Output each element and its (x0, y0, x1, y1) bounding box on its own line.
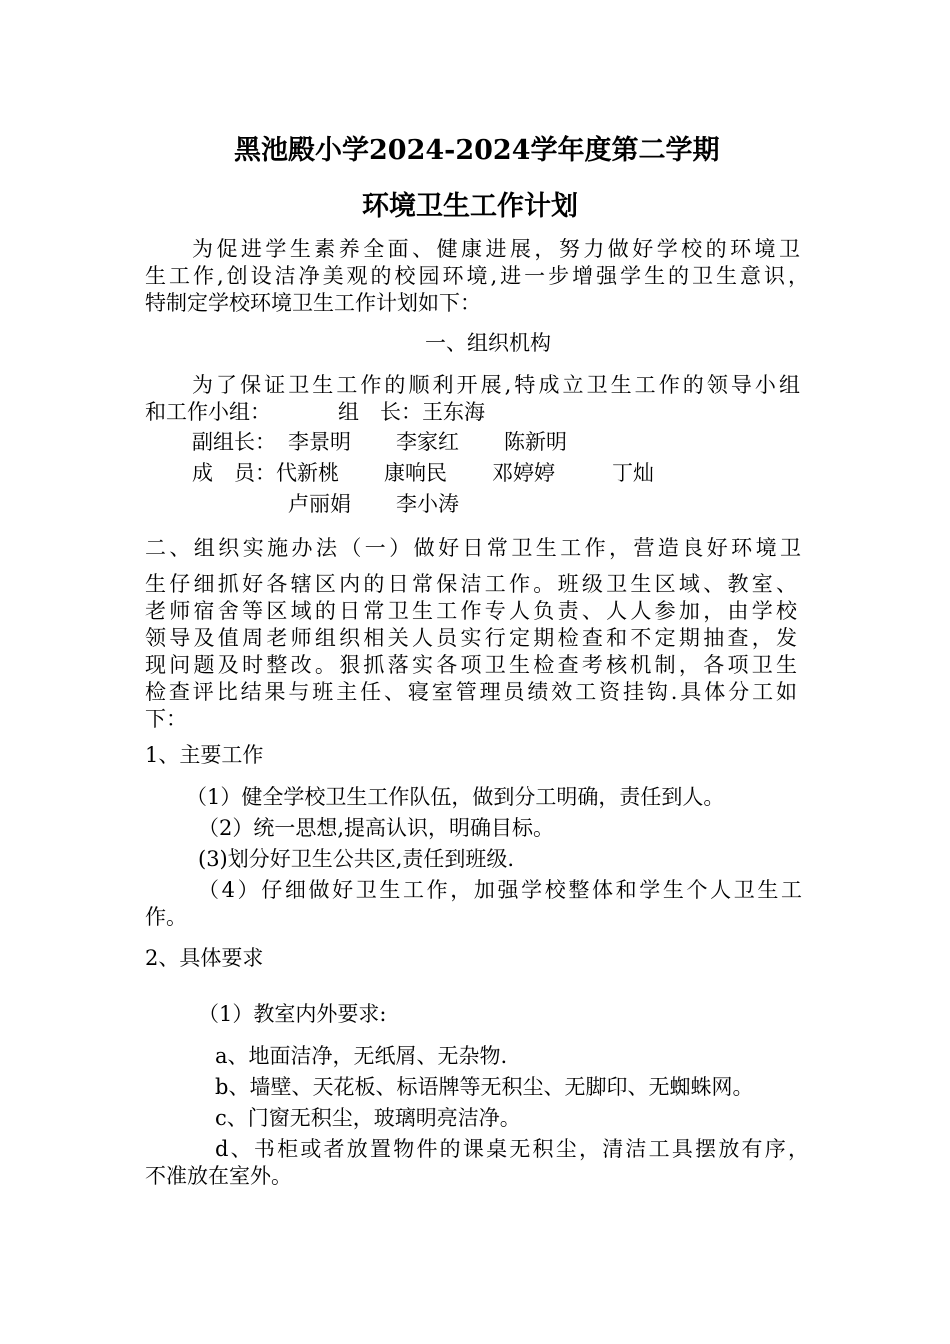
requirement-item: c、门窗无积尘，玻璃明亮洁净。 (215, 1106, 521, 1130)
body-line: 生仔细抓好各辖区内的日常保洁工作。班级卫生区域、教室、 (145, 572, 797, 596)
intro-line: 为促进学生素养全面、健康进展，努力做好学校的环境卫 (192, 237, 800, 261)
requirement-heading: （1）教室内外要求: (198, 1002, 387, 1026)
requirement-item: 不准放在室外。 (145, 1164, 292, 1188)
intro-line: 生工作,创设洁净美观的校园环境,进一步增强学生的卫生意识， (145, 264, 809, 288)
members-label: 成 员： (192, 461, 276, 485)
intro-line: 特制定学校环境卫生工作计划如下： (145, 291, 481, 315)
deputy-name: 李景明 (288, 430, 351, 454)
list-item: （2）统一思想,提高认识，明确目标。 (198, 816, 555, 840)
section-paragraph: 和工作小组： (145, 400, 271, 424)
sub-heading: 2、具体要求 (145, 946, 264, 970)
deputy-name: 陈新明 (504, 430, 567, 454)
member-name: 康响民 (384, 461, 447, 485)
sub-heading: 1、主要工作 (145, 743, 264, 767)
body-line: 下： (145, 707, 187, 731)
document-title: 黑池殿小学2024-2024学年度第二学期 (234, 135, 720, 166)
body-line: 现问题及时整改。狠抓落实各项卫生检查考核机制，各项卫生 (145, 653, 797, 677)
section-heading: 一、组织机构 (425, 331, 551, 355)
section-heading: 二、组织实施办法（一）做好日常卫生工作，营造良好环境卫 (145, 536, 801, 560)
deputy-name: 李家红 (396, 430, 459, 454)
requirement-item: b、墙壁、天花板、标语牌等无积尘、无脚印、无蜘蛛网。 (215, 1075, 754, 1099)
deputy-label: 副组长： (192, 430, 276, 454)
requirement-item: d、书柜或者放置物件的课桌无积尘，清洁工具摆放有序， (215, 1137, 809, 1161)
member-name: 邓婷婷 (492, 461, 555, 485)
body-line: 检查评比结果与班主任、寝室管理员绩效工资挂钩.具体分工如 (145, 680, 797, 704)
list-item: 作。 (145, 905, 187, 929)
document-subtitle: 环境卫生工作计划 (362, 191, 578, 222)
leader-line: 组 长：王东海 (338, 400, 485, 424)
list-item: （4）仔细做好卫生工作，加强学校整体和学生个人卫生工 (198, 878, 802, 902)
requirement-item: a、地面洁净，无纸屑、无杂物. (215, 1044, 508, 1068)
body-line: 老师宿舍等区域的日常卫生工作专人负责、人人参加，由学校 (145, 599, 797, 623)
member-name: 代新桃 (276, 461, 339, 485)
member-name: 李小涛 (396, 492, 459, 516)
member-name: 卢丽娟 (288, 492, 351, 516)
section-paragraph: 为了保证卫生工作的顺利开展,特成立卫生工作的领导小组 (192, 373, 800, 397)
list-item: （1）健全学校卫生工作队伍，做到分工明确，责任到人。 (186, 785, 725, 809)
member-name: 丁灿 (612, 461, 654, 485)
list-item: (3)划分好卫生公共区,责任到班级. (198, 847, 515, 871)
body-line: 领导及值周老师组织相关人员实行定期检查和不定期抽查，发 (145, 626, 797, 650)
